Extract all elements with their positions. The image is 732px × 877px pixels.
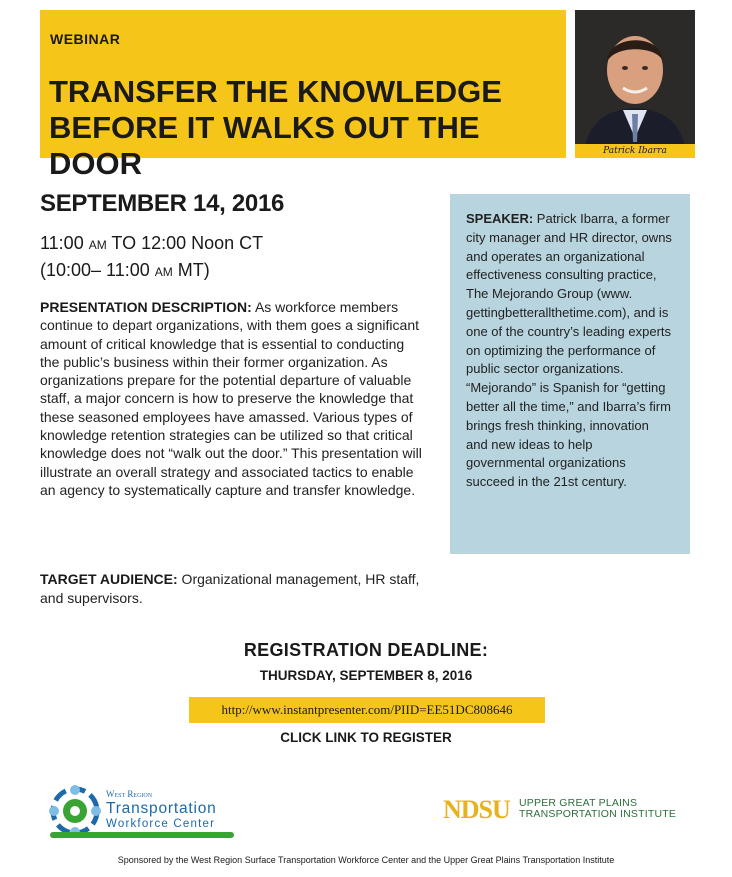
speaker-bio-box	[450, 194, 690, 554]
event-time-mt: (10:00– 11:00 AM MT)	[40, 260, 210, 280]
audience-label: TARGET AUDIENCE:	[40, 571, 178, 587]
logo-transportation: Transportation	[106, 800, 217, 817]
speaker-portrait-image	[575, 10, 695, 158]
ndsu-wordmark: NDSU	[443, 795, 510, 824]
speaker-label: SPEAKER:	[466, 211, 534, 226]
page-title: TRANSFER THE KNOWLEDGE BEFORE IT WALKS OUT THE DOOR	[49, 74, 502, 181]
logo-west-region: West Region	[106, 789, 153, 799]
sponsor-footer: Sponsored by the West Region Surface Transportation Workforce Center and the Upper Great Plains Transportation Institute	[117, 855, 615, 865]
ndsu-ugpti-logo	[443, 795, 703, 825]
registration-section	[0, 640, 732, 683]
event-date: SEPTEMBER 14, 2016	[40, 190, 285, 217]
description-label: PRESENTATION DESCRIPTION:	[40, 299, 252, 315]
click-to-register-text: CLICK LINK TO REGISTER	[280, 730, 452, 745]
registration-link[interactable]: http://www.instantpresenter.com/PIID=EE51DC808646	[189, 697, 545, 723]
speaker-bio-text: Patrick Ibarra, a former city manager and HR director, owns and operates an organizational effectiveness consulting practice, The Mejorando Group (www. gettingbetterallthetime.com), and is one of the country’s leading experts on optimizing the performance of public sector organizations. “Mejorando” is Spanish for “getting better all the time,” and Ibarra’s firm brings fresh thinking, innovation and new ideas to help governmental organizations succeed in the 21st century.	[466, 211, 672, 490]
registration-heading: REGISTRATION DEADLINE:	[243, 640, 489, 660]
speaker-photo	[575, 10, 695, 158]
logo-workforce-center: Workforce Center	[106, 818, 216, 830]
speaker-photo-caption: Patrick Ibarra	[575, 144, 695, 158]
logo-underline	[50, 832, 234, 838]
event-time	[40, 231, 263, 285]
target-audience	[40, 570, 425, 607]
audience-text: Organizational management, HR staff, and supervisors.	[40, 571, 420, 606]
webinar-tag: WEBINAR	[50, 31, 121, 47]
event-time-ct: 11:00 AM TO 12:00 Noon CT	[40, 233, 264, 253]
registration-deadline: THURSDAY, SEPTEMBER 8, 2016	[259, 668, 473, 683]
title-banner	[40, 10, 566, 181]
description-text: As workforce members continue to depart organizations, with them goes a significant amount of critical knowledge that is essential to conducting the public’s business within their former organization. As organizations prepare for the potential departure of valuable staff, a major concern is how to preserve the knowledge that these seasoned employees have amassed. Various types of knowledge retention strategies can be utilized so that critical knowledge does not “walk out the door.” This presentation will illustrate an overall strategy and associated tactics to enable an agency to systematically capture and transfer knowledge.	[40, 299, 422, 498]
wrtwc-logo	[48, 782, 248, 842]
ugpti-name: UPPER GREAT PLAINS TRANSPORTATION INSTITUTE	[519, 797, 677, 820]
presentation-description	[40, 298, 425, 499]
globe-icon	[48, 784, 102, 838]
